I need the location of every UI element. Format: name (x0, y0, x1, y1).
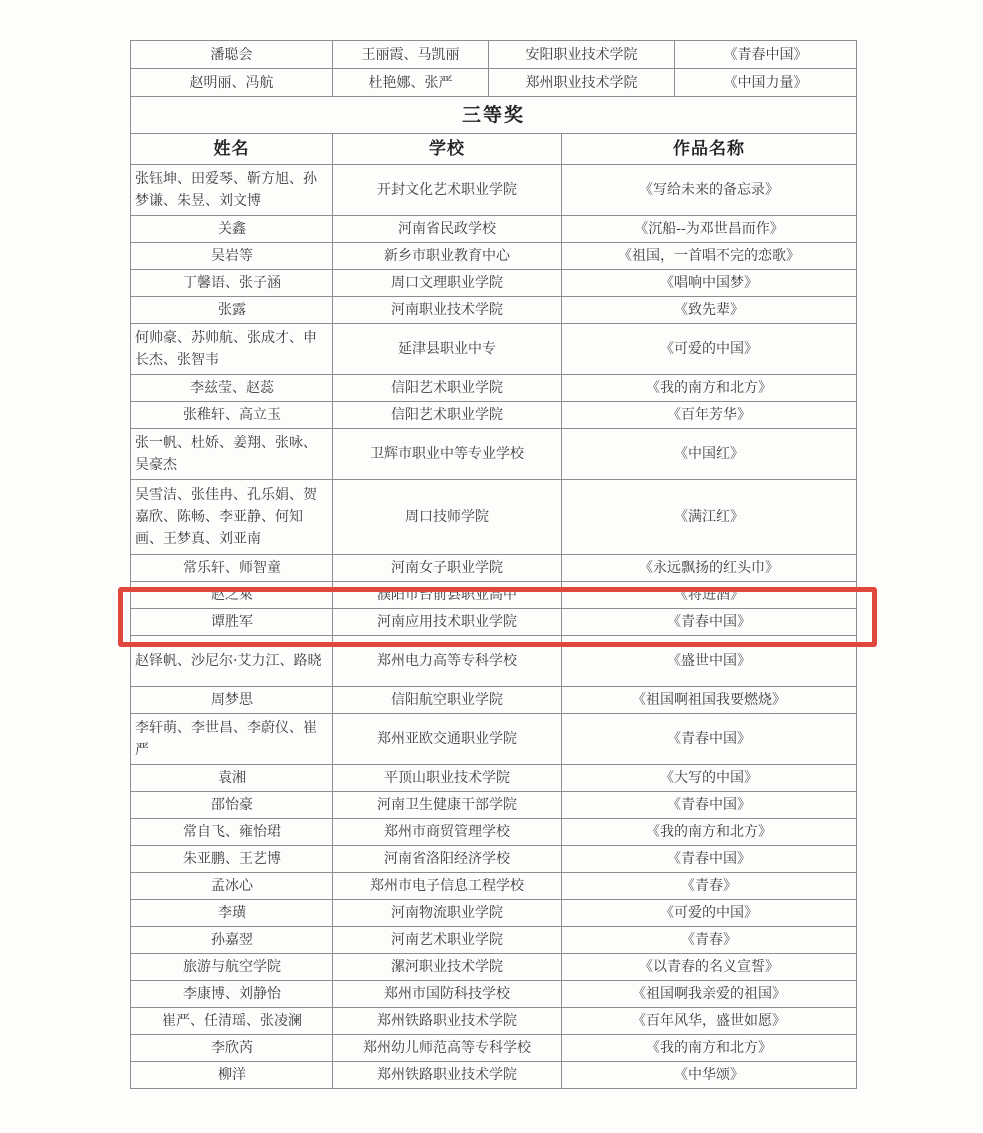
table-row (131, 687, 857, 714)
student-names: 崔严、任清瑶、张凌澜 (131, 1008, 333, 1035)
work-title: 《青春中国》 (562, 609, 857, 636)
work-title: 《百年芳华》 (562, 402, 857, 429)
student-names: 谭胜军 (131, 609, 333, 636)
work-title: 《祖国，一首唱不完的恋歌》 (562, 243, 857, 270)
school-name: 河南省洛阳经济学校 (333, 846, 562, 873)
work-title: 《可爱的中国》 (562, 900, 857, 927)
school-name: 延津县职业中专 (333, 324, 562, 375)
table-row (131, 216, 857, 243)
section-title: 三等奖 (131, 97, 857, 134)
previous-award-table (130, 40, 857, 97)
table-row (131, 981, 857, 1008)
table-row (131, 765, 857, 792)
school-name: 卫辉市职业中等专业学校 (333, 429, 562, 480)
student-names: 孟冰心 (131, 873, 333, 900)
student-names: 何帅豪、苏帅航、张成才、申长杰、张智韦 (131, 324, 333, 375)
student-names: 吴雪洁、张佳冉、孔乐娟、贺嘉欣、陈畅、李亚静、何知画、王梦真、刘亚南 (131, 480, 333, 555)
work-title: 《我的南方和北方》 (562, 819, 857, 846)
student-names: 常乐轩、师智童 (131, 555, 333, 582)
school-name: 河南卫生健康干部学院 (333, 792, 562, 819)
student-names: 李璜 (131, 900, 333, 927)
table-row (131, 429, 857, 480)
school-name: 漯河职业技术学院 (333, 954, 562, 981)
student-names: 柳洋 (131, 1062, 333, 1089)
table-row (131, 954, 857, 981)
work-title: 《青春中国》 (562, 714, 857, 765)
table-row (131, 555, 857, 582)
table-row (131, 582, 857, 609)
student-names: 赵之萊 (131, 582, 333, 609)
work-title: 《中华颂》 (562, 1062, 857, 1089)
student-names: 李兹莹、赵蕊 (131, 375, 333, 402)
school-name: 郑州市国防科技学校 (333, 981, 562, 1008)
school-name: 郑州市电子信息工程学校 (333, 873, 562, 900)
work-title: 《致先辈》 (562, 297, 857, 324)
work-title: 《唱响中国梦》 (562, 270, 857, 297)
table-row (131, 927, 857, 954)
work-title: 《沉船--为邓世昌而作》 (562, 216, 857, 243)
student-names: 张钰坤、田爱琴、靳方旭、孙梦谦、朱昱、刘文博 (131, 165, 333, 216)
work-title: 《大写的中国》 (562, 765, 857, 792)
student-names: 周梦思 (131, 687, 333, 714)
school-name: 周口文理职业学院 (333, 270, 562, 297)
table-row (131, 41, 857, 69)
student-names: 李康博、刘静怡 (131, 981, 333, 1008)
school-name: 信阳艺术职业学院 (333, 375, 562, 402)
table-row (131, 243, 857, 270)
teacher-names: 杜艳娜、张严 (333, 69, 489, 97)
table-row (131, 270, 857, 297)
work-title: 《百年风华，盛世如愿》 (562, 1008, 857, 1035)
student-names: 朱亚鹏、王艺博 (131, 846, 333, 873)
student-names: 张一帆、杜娇、姜翔、张咏、吴豪杰 (131, 429, 333, 480)
work-title: 《将进酒》 (562, 582, 857, 609)
work-title: 《青春》 (562, 873, 857, 900)
school-name: 郑州铁路职业技术学院 (333, 1062, 562, 1089)
work-title: 《中国力量》 (675, 69, 857, 97)
school-name: 河南女子职业学院 (333, 555, 562, 582)
student-names: 赵铎帆、沙尼尔·艾力江、路晓 (131, 636, 333, 687)
table-row (131, 1062, 857, 1089)
student-names: 吴岩等 (131, 243, 333, 270)
table-row (131, 873, 857, 900)
student-names: 李轩萌、李世昌、李蔚仪、崔严 (131, 714, 333, 765)
column-header-name: 姓名 (131, 134, 333, 165)
column-header-work: 作品名称 (562, 134, 857, 165)
work-title: 《祖国啊祖国我要燃烧》 (562, 687, 857, 714)
student-names: 孙嘉翌 (131, 927, 333, 954)
school-name: 郑州职业技术学院 (489, 69, 675, 97)
student-names: 张稚轩、高立玉 (131, 402, 333, 429)
work-title: 《青春中国》 (562, 846, 857, 873)
table-row (131, 819, 857, 846)
table-row (131, 846, 857, 873)
student-names: 关鑫 (131, 216, 333, 243)
student-names: 李欣芮 (131, 1035, 333, 1062)
work-title: 《我的南方和北方》 (562, 1035, 857, 1062)
table-row (131, 792, 857, 819)
school-name: 郑州铁路职业技术学院 (333, 1008, 562, 1035)
student-names: 丁馨语、张子涵 (131, 270, 333, 297)
third-prize-table (130, 97, 857, 1089)
student-names: 潘聪会 (131, 41, 333, 69)
work-title: 《中国红》 (562, 429, 857, 480)
teacher-names: 王丽霞、马凯丽 (333, 41, 489, 69)
table-row (131, 165, 857, 216)
table-row (131, 636, 857, 687)
school-name: 河南应用技术职业学院 (333, 609, 562, 636)
school-name: 郑州亚欧交通职业学院 (333, 714, 562, 765)
work-title: 《青春》 (562, 927, 857, 954)
school-name: 郑州电力高等专科学校 (333, 636, 562, 687)
work-title: 《可爱的中国》 (562, 324, 857, 375)
work-title: 《青春中国》 (562, 792, 857, 819)
table-row (131, 900, 857, 927)
school-name: 周口技师学院 (333, 480, 562, 555)
student-names: 张露 (131, 297, 333, 324)
work-title: 《满江红》 (562, 480, 857, 555)
school-name: 郑州市商贸管理学校 (333, 819, 562, 846)
table-row (131, 714, 857, 765)
work-title: 《青春中国》 (675, 41, 857, 69)
school-name: 濮阳市台前县职业高中 (333, 582, 562, 609)
school-name: 河南艺术职业学院 (333, 927, 562, 954)
school-name: 河南职业技术学院 (333, 297, 562, 324)
column-header-school: 学校 (333, 134, 562, 165)
student-names: 袁湘 (131, 765, 333, 792)
school-name: 河南物流职业学院 (333, 900, 562, 927)
school-name: 河南省民政学校 (333, 216, 562, 243)
work-title: 《写给未来的备忘录》 (562, 165, 857, 216)
school-name: 信阳艺术职业学院 (333, 402, 562, 429)
work-title: 《我的南方和北方》 (562, 375, 857, 402)
work-title: 《祖国啊我亲爱的祖国》 (562, 981, 857, 1008)
school-name: 郑州幼儿师范高等专科学校 (333, 1035, 562, 1062)
work-title: 《盛世中国》 (562, 636, 857, 687)
table-row (131, 402, 857, 429)
school-name: 新乡市职业教育中心 (333, 243, 562, 270)
table-row (131, 480, 857, 555)
school-name: 开封文化艺术职业学院 (333, 165, 562, 216)
table-row (131, 375, 857, 402)
student-names: 旅游与航空学院 (131, 954, 333, 981)
work-title: 《永远飘扬的红头巾》 (562, 555, 857, 582)
student-names: 常自飞、雍怡珺 (131, 819, 333, 846)
table-body (131, 165, 857, 1089)
work-title: 《以青春的名义宣誓》 (562, 954, 857, 981)
table-row (131, 609, 857, 636)
student-names: 赵明丽、冯航 (131, 69, 333, 97)
school-name: 平顶山职业技术学院 (333, 765, 562, 792)
school-name: 安阳职业技术学院 (489, 41, 675, 69)
table-row (131, 1035, 857, 1062)
award-document (130, 40, 856, 1089)
school-name: 信阳航空职业学院 (333, 687, 562, 714)
table-row (131, 1008, 857, 1035)
table-row (131, 69, 857, 97)
student-names: 邵怡豪 (131, 792, 333, 819)
table-row (131, 297, 857, 324)
table-row (131, 324, 857, 375)
